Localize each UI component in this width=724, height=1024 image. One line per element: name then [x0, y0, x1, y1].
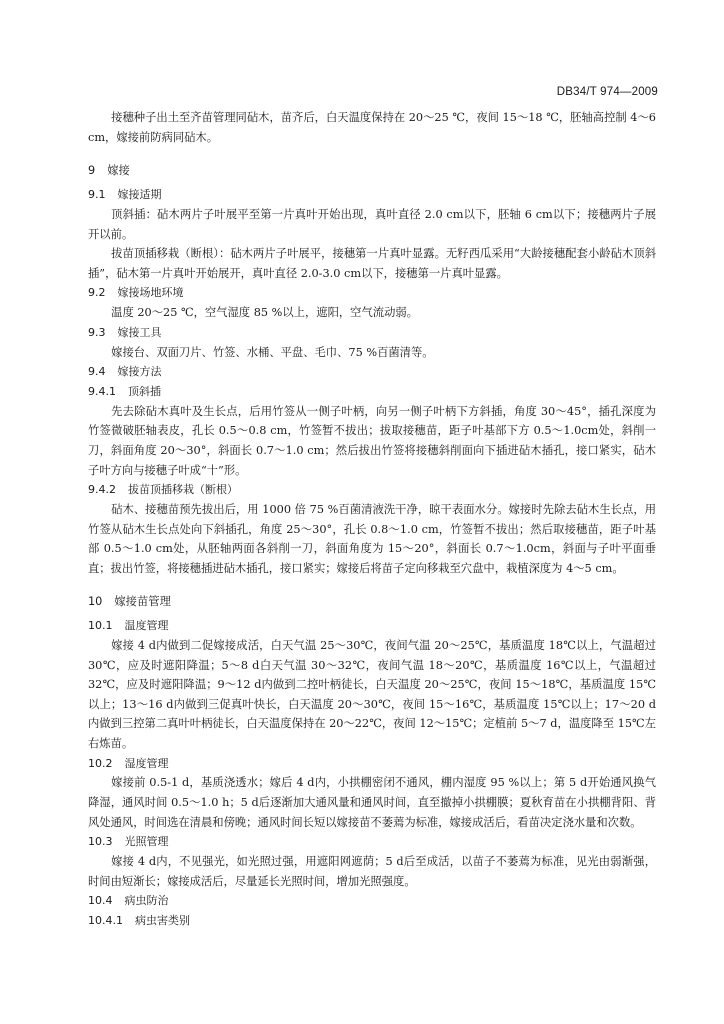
- subsection-heading: [88, 284, 656, 303]
- heading-title: 光照管理: [124, 835, 169, 849]
- paragraph: 温度 20～25 ℃，空气湿度 85 %以上，遮阳，空气流动弱。: [111, 306, 418, 320]
- heading-title: 病虫害类别: [135, 914, 190, 927]
- paragraph: 嫁接 4 d内做到二促嫁接成活，白天气温 25～30℃，夜间气温 20～25℃，基质温度 18℃以上，气温超过 30℃，应及时遮阳降温；5～8 d白天气温 30～32℃，夜间气温 18～20℃，基质温度 16℃以上，气温超过 32℃，应及时遮阳降温；9～12 d内做到二控叶柄徒长，白天温度 20～25℃，夜间 15～18℃，基质温度 15℃以上；13～16 d内做到三促真叶快长，白天温度 20～30℃，夜间 15～16℃，基质温度 15℃以上；17～20 d内做到三控第二真叶叶柄徒长，白天温度保持在 20～22℃，夜间 12～15℃；定植前 5～7 d，温度降至 15℃左右炼苗。: [88, 639, 656, 751]
- heading-title: 嫁接场地环境: [117, 286, 184, 300]
- heading-title: 拔苗顶插移栽（断根）: [128, 483, 238, 497]
- heading-title: 温度管理: [124, 619, 169, 633]
- heading-number: 10: [88, 595, 103, 609]
- subsection-heading: [88, 383, 656, 402]
- heading-number: 9: [88, 164, 96, 178]
- subsection-heading: [88, 912, 656, 931]
- heading-number: 9.1: [88, 188, 106, 202]
- subsection-heading: [88, 363, 656, 382]
- paragraph: 嫁接前 0.5-1 d，基质浇透水；嫁后 4 d内，小拱棚密闭不通风，棚内湿度 95 %以上；第 5 d开始通风换气降湿，通风时间 0.5～1.0 h；5 d后逐渐加大通风量和通风时间，直至撤掉小拱棚膜；夏秋育苗在小拱棚背阳、背风处通风，时间选在清晨和傍晚；通风时间长短以嫁接苗不萎蔫为标准，嫁接成活后，看苗决定浇水量和次数。: [88, 776, 656, 829]
- heading-number: 9.4.1: [88, 384, 116, 398]
- paragraph: 嫁接 4 d内，不见强光，如光照过强，用遮阳网遮荫；5 d后至成活，以苗子不萎蔫为标准，见光由弱渐强，时间由短渐长；嫁接成活后，尽量延长光照时间，增加光照强度。: [88, 855, 656, 888]
- heading-number: 9.4: [88, 365, 106, 379]
- subsection-heading: [88, 755, 656, 774]
- heading-title: 嫁接适期: [117, 188, 162, 202]
- subsection-heading: [88, 481, 656, 500]
- subsection-heading: [88, 324, 656, 343]
- standard-code: DB34/T 974—2009: [556, 86, 658, 98]
- paragraph: 嫁接台、双面刀片、竹签、水桶、平盘、毛巾、75 %百菌清等。: [111, 345, 434, 359]
- heading-number: 10.3: [88, 835, 113, 849]
- section-heading: [88, 592, 656, 611]
- paragraph: 顶斜插：砧木两片子叶展平至第一片真叶开始出现，真叶直径 2.0 cm以下，胚轴 6 cm以下；接穗两片子展开以前。: [88, 207, 656, 241]
- heading-number: 10.1: [88, 619, 113, 633]
- subsection-heading: [88, 833, 656, 852]
- heading-number: 10.2: [88, 756, 113, 770]
- heading-number: 9.3: [88, 325, 106, 339]
- heading-title: 病虫防治: [124, 894, 169, 908]
- paragraph: 接穗种子出土至齐苗管理同砧木，苗齐后，白天温度保持在 20～25 ℃，夜间 15～18 ℃，胚轴高控制 4～6 cm，嫁接前防病同砧木。: [88, 111, 656, 144]
- subsection-heading: [88, 617, 656, 636]
- heading-number: 10.4.1: [88, 914, 123, 927]
- heading-title: 嫁接方法: [117, 365, 162, 379]
- heading-title: 湿度管理: [124, 756, 169, 770]
- heading-title: 嫁接: [107, 164, 130, 178]
- heading-number: 9.2: [88, 286, 106, 300]
- paragraph: 先去除砧木真叶及生长点，后用竹签从一侧子叶柄，向另一侧子叶柄下方斜插，角度 30～45°，插孔深度为竹签微破胚轴表皮，孔长 0.5～0.8 cm，竹签暂不拔出；拔取接穗苗，距子叶基部下方 0.5～1.0cm处，斜削一刀，斜面角度 20～30°，斜面长 0.7～1.0 cm；然后拔出竹签将接穗斜削面向下插进砧木插孔，接口紧实，砧木子叶方向与接穗子叶成“十”形。: [88, 404, 656, 477]
- heading-title: 嫁接工具: [117, 325, 162, 339]
- subsection-heading: [88, 892, 656, 911]
- heading-title: 顶斜插: [128, 384, 161, 398]
- document-body: [88, 108, 656, 931]
- subsection-heading: [88, 186, 656, 205]
- section-heading: [88, 161, 656, 180]
- heading-title: 嫁接苗管理: [114, 595, 171, 609]
- paragraph: 拔苗顶插移栽（断根）：砧木两片子叶展平，接穗第一片真叶显露。无籽西瓜采用“大龄接穗配套小龄砧木顶斜插”，砧木第一片真叶开始展开，真叶直径 2.0-3.0 cm以下，接穗第一片真叶显露。: [88, 247, 656, 280]
- heading-number: 10.4: [88, 894, 113, 908]
- heading-number: 9.4.2: [88, 483, 116, 497]
- paragraph: 砧木、接穗苗预先拔出后，用 1000 倍 75 %百菌清液洗干净，晾干表面水分。嫁接时先除去砧木生长点，用竹签从砧木生长点处向下斜插孔，角度 25～30°，孔长 0.8～1.0 cm，竹签暂不拔出；然后取接穗苗，距子叶基部 0.5～1.0 cm处，从胚轴两面各斜削一刀，斜面角度为 15～20°，斜面长 0.7～1.0cm，斜面与子叶平面垂直；拔出竹签，将接穗插进砧木插孔，接口紧实；嫁接后将苗子定向移栽至穴盘中，栽植深度为 4～5 cm。: [88, 502, 656, 575]
